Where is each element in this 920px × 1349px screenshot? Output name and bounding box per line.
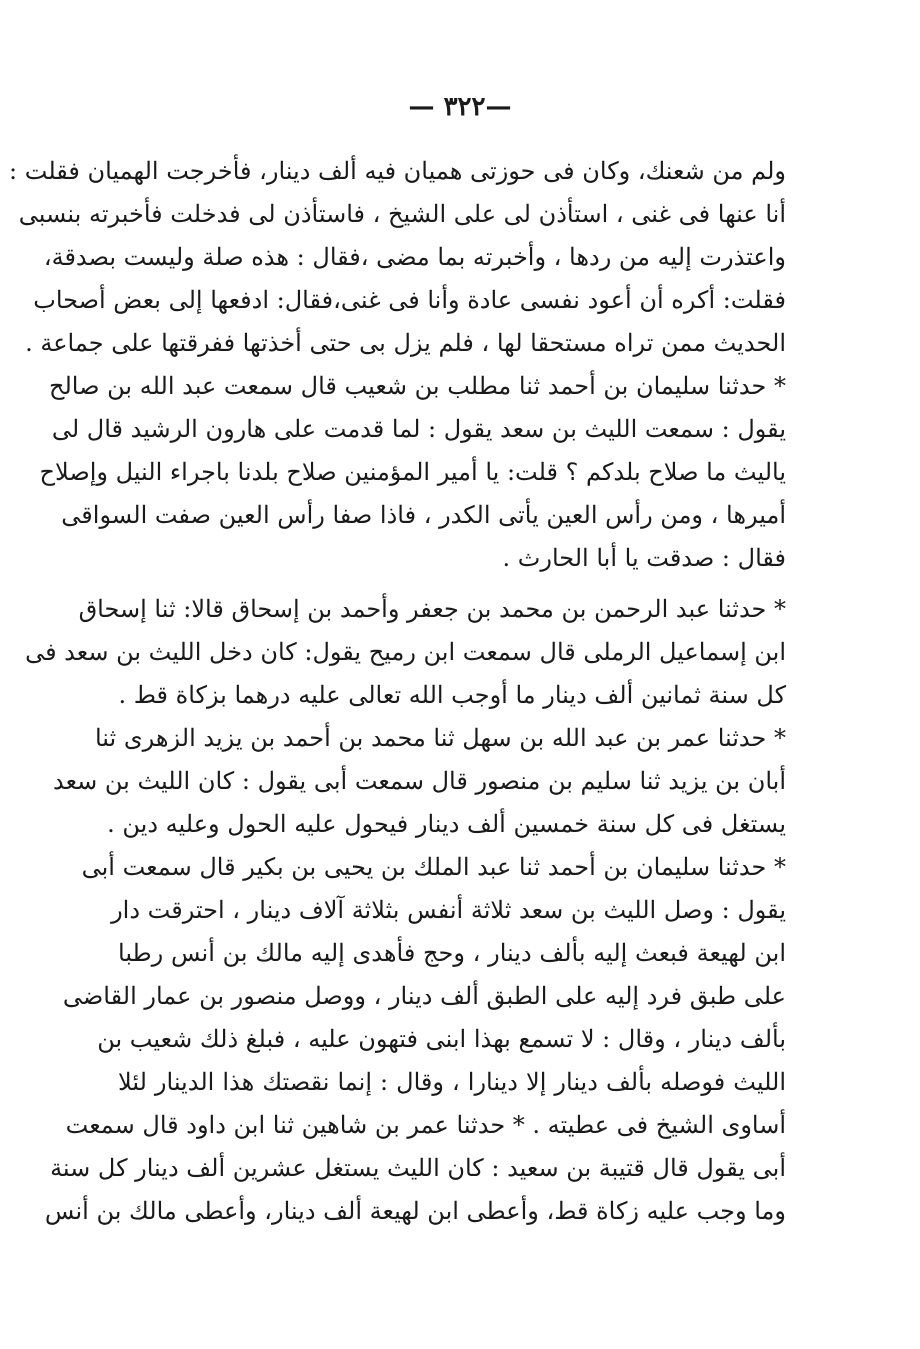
text-line: الليث فوصله بألف دينار إلا دينارا ، وقال : إنما نقصتك هذا الدينار لئلا [118,1068,786,1096]
paragraph-gap [118,580,786,588]
page-text [9,150,786,1233]
text-line: بألف دينار ، وقال : لا تسمع بهذا ابنى فتهون عليه ، فبلغ ذلك شعيب بن [97,1025,786,1053]
text-line: ياليث ما صلاح بلدكم ؟ قلت: يا أمير المؤمنين صلاح بلدنا باجراء النيل وإصلاح [39,458,786,486]
text-line: أبى يقول قال قتيبة بن سعيد : كان الليث يستغل عشرين ألف دينار كل سنة [50,1154,786,1182]
page-number: — ٣٢٢— [408,92,512,122]
text-line: أنا عنها فى غنى ، استأذن لى على الشيخ ، فاستأذن لى فدخلت فأخبرته بنسبى [18,200,786,228]
text-line: أساوى الشيخ فى عطيته . * حدثنا عمر بن شاهين ثنا ابن داود قال سمعت [65,1111,786,1139]
text-line: وما وجب عليه زكاة قط، وأعطى ابن لهيعة ألف دينار، وأعطى مالك بن أنس [44,1197,786,1225]
text-line: يستغل فى كل سنة خمسين ألف دينار فيحول عليه الحول وعليه دين . [107,810,786,838]
text-line: فقلت: أكره أن أعود نفسى عادة وأنا فى غنى،فقال: ادفعها إلى بعض أصحاب [33,286,786,314]
text-line: أميرها ، ومن رأس العين يأتى الكدر ، فاذا صفا رأس العين صفت السواقى [61,501,786,529]
text-line: * حدثنا سليمان بن أحمد ثنا عبد الملك بن يحيى بن بكير قال سمعت أبى [81,853,786,881]
paragraph [39,365,786,580]
text-line: ابن إسماعيل الرملى قال سمعت ابن رميح يقول: كان دخل الليث بن سعد فى [25,638,786,666]
paragraph [25,588,786,717]
text-line: ابن لهيعة فبعث إليه بألف دينار ، وحج فأهدى إليه مالك بن أنس رطبا [118,939,786,967]
text-line: فقال : صدقت يا أبا الحارث . [502,544,786,572]
paragraph [44,846,786,1233]
text-line: على طبق فرد إليه على الطبق ألف دينار ، ووصل منصور بن عمار القاضى [62,982,786,1010]
text-line: * حدثنا عبد الرحمن بن محمد بن جعفر وأحمد بن إسحاق قالا: ثنا إسحاق [78,595,786,623]
text-line: * حدثنا عمر بن عبد الله بن سهل ثنا محمد بن أحمد بن يزيد الزهرى ثنا [94,724,786,752]
text-line: * حدثنا سليمان بن أحمد ثنا مطلب بن شعيب قال سمعت عبد الله بن صالح [49,372,786,400]
text-line: كل سنة ثمانين ألف دينار ما أوجب الله تعالى عليه درهما بزكاة قط . [118,681,786,709]
text-line: ولم من شعنك، وكان فى حوزتى هميان فيه ألف دينار، فأخرجت الهميان فقلت : [9,157,786,185]
paragraph [53,717,786,846]
text-line: أبان بن يزيد ثنا سليم بن منصور قال سمعت أبى يقول : كان الليث بن سعد [53,767,786,795]
text-line: واعتذرت إليه من ردها ، وأخبرته بما مضى ،فقال : هذه صلة وليست بصدقة، [43,243,786,271]
paragraph [9,150,786,365]
text-line: يقول : وصل الليث بن سعد ثلاثة أنفس بثلاثة آلاف دينار ، احترقت دار [111,896,786,924]
text-line: يقول : سمعت الليث بن سعد يقول : لما قدمت على هارون الرشيد قال لى [51,415,786,443]
text-line: الحديث ممن تراه مستحقا لها ، فلم يزل بى حتى أخذتها ففرقتها على جماعة . [25,329,786,357]
